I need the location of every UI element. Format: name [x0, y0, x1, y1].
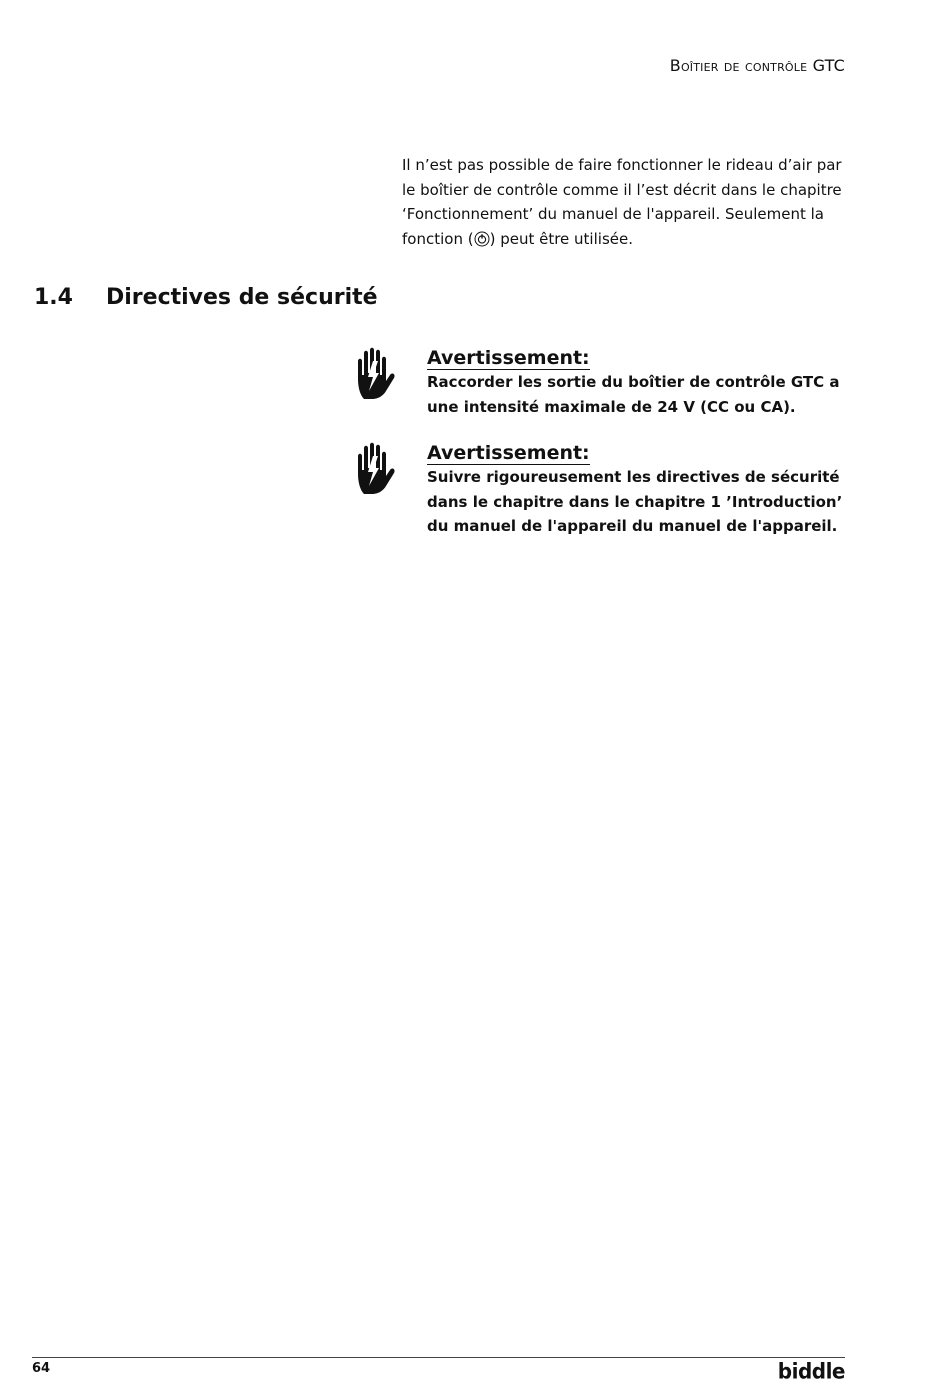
page-number: 64: [32, 1361, 51, 1376]
power-button-icon: [474, 231, 490, 247]
warning-content: [427, 442, 847, 539]
section-number: 1.4: [34, 285, 73, 310]
warning-hand-icon: [356, 442, 396, 496]
warning-title: Avertissement:: [427, 347, 590, 369]
biddle-logo: biddle: [777, 1358, 845, 1384]
warning-text: Raccorder les sortie du boîtier de contrôle GTC a une intensité maximale de 24 V (CC ou CA).: [427, 373, 840, 416]
intro-text-before: Il n’est pas possible de faire fonctionner le rideau d’air par le boîtier de contrôle comme il l’est décrit dans le chapitre ‘Fonctionnement’ du manuel de l'appareil. Seulement la fonction (: [402, 156, 842, 248]
warning-text: Suivre rigoureusement les directives de sécurité dans le chapitre dans le chapitre 1 ’Introduction’ du manuel de l'appareil du manuel de l'appareil.: [427, 468, 843, 535]
warning-content: [427, 347, 847, 419]
section-title: Directives de sécurité: [106, 285, 378, 310]
intro-text-after: ) peut être utilisée.: [489, 229, 633, 248]
header-title: oîtier de contrôle: [680, 56, 808, 75]
running-header: [670, 56, 845, 75]
intro-paragraph: [402, 153, 842, 251]
footer-rule: [32, 1357, 845, 1358]
header-initial: B: [669, 56, 681, 75]
section-heading: [34, 285, 378, 310]
warning-hand-icon: [356, 347, 396, 401]
warning-title: Avertissement:: [427, 442, 590, 464]
header-suffix: GTC: [812, 56, 845, 75]
